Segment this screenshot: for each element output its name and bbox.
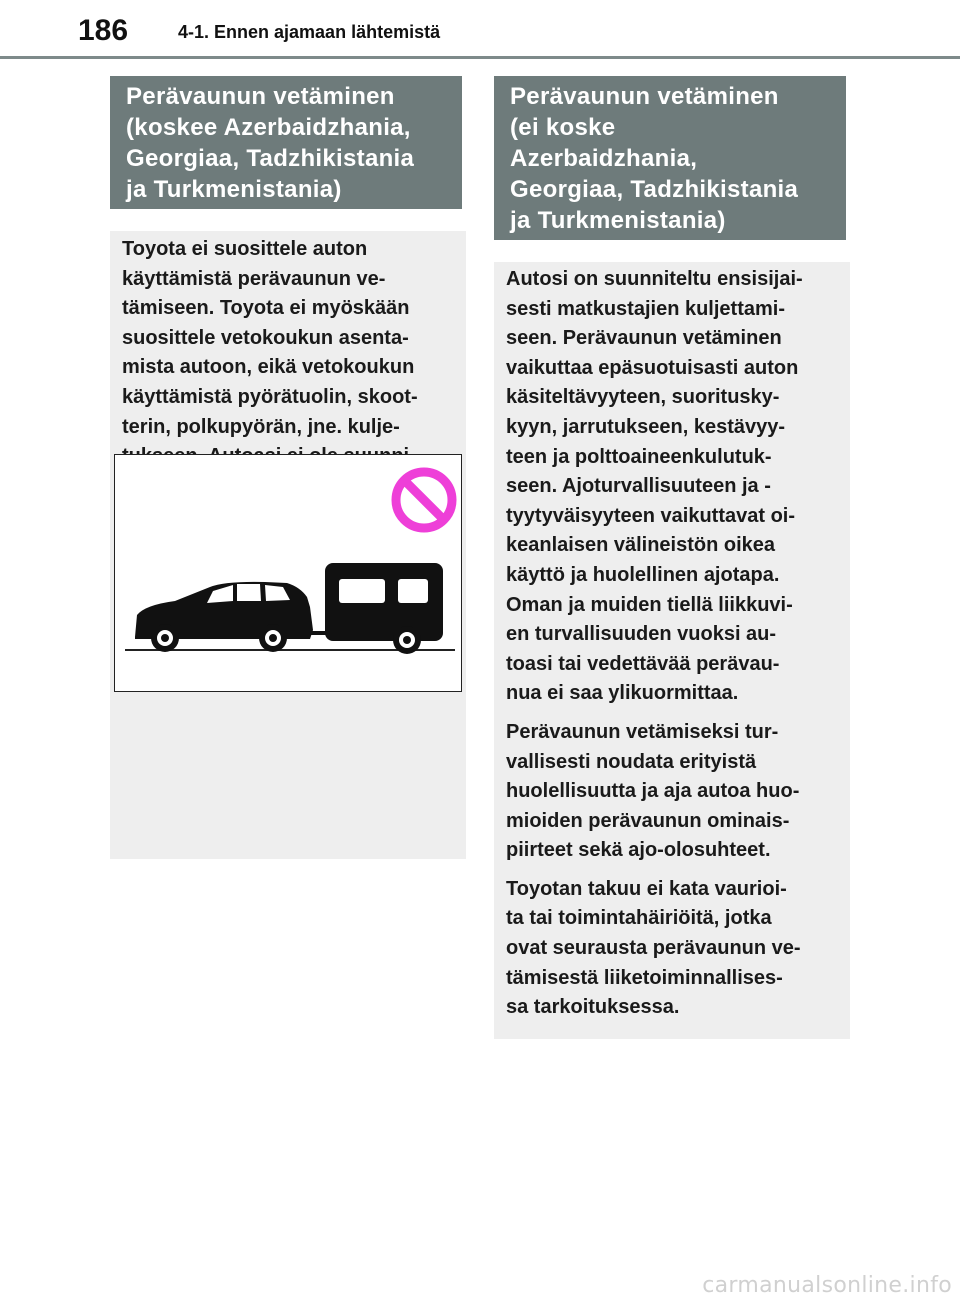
body-line: Toyota ei suosittele auton: [122, 238, 368, 260]
body-line: huolellisuutta ja aja autoa huo-: [506, 780, 800, 803]
trailer-icon: [325, 563, 443, 654]
left-text-box: [110, 231, 466, 859]
body-line: kyyn, jarrutukseen, kestävyy-: [506, 415, 786, 438]
towing-illustration: [114, 454, 462, 692]
right-title-box: [494, 76, 846, 240]
left-title-line: Georgiaa, Tadzhikistania: [126, 145, 415, 172]
right-title-line: Perävaunun vetäminen: [510, 83, 779, 110]
left-title-line: (koskee Azerbaidzhania,: [126, 114, 411, 141]
body-line: Autosi on suunniteltu ensisijai-: [506, 268, 803, 290]
paragraph: [506, 875, 838, 1023]
paragraph: [506, 265, 838, 709]
right-text-box: [494, 262, 850, 1039]
body-line: teen ja polttoaineenkulutuk-: [506, 445, 772, 468]
body-line: käyttämistä perävaunun ve-: [122, 267, 386, 290]
right-title-line: Georgiaa, Tadzhikistania: [510, 176, 799, 203]
left-column: [110, 76, 466, 859]
left-title-line: Perävaunun vetäminen: [126, 83, 395, 110]
section-title: 4-1. Ennen ajamaan lähtemistä: [178, 22, 441, 42]
body-line: terin, polkupyörän, jne. kulje-: [122, 415, 400, 438]
body-line: seen. Ajoturvallisuuteen ja -: [506, 475, 771, 498]
right-title-line: Azerbaidzhania,: [510, 145, 698, 172]
body-line: vaikuttaa epäsuotuisasti auton: [506, 356, 799, 379]
paragraph: [506, 718, 838, 866]
body-line: keanlaisen välineistön oikea: [506, 534, 776, 557]
body-line: piirteet sekä ajo-olosuhteet.: [506, 839, 771, 862]
right-title-line: ja Turkmenistania): [510, 207, 726, 234]
body-line: en turvallisuuden vuoksi au-: [506, 623, 777, 646]
prohibited-icon: [396, 472, 452, 528]
body-line: vallisesti noudata erityistä: [506, 750, 757, 773]
body-line: suosittele vetokoukun asenta-: [122, 326, 409, 349]
body-line: tämisestä liiketoiminnallises-: [506, 966, 783, 989]
body-line: Toyotan takuu ei kata vaurioi-: [506, 877, 787, 900]
body-line: ovat seurausta perävaunun ve-: [506, 937, 801, 960]
car-icon: [135, 582, 327, 652]
body-line: sa tarkoituksessa.: [506, 996, 680, 1019]
left-title-line: ja Turkmenistania): [126, 176, 342, 203]
body-line: mioiden perävaunun ominais-: [506, 809, 790, 832]
page-number: 186: [78, 14, 129, 47]
body-line: käsiteltävyyteen, suoritusky-: [506, 386, 780, 409]
body-line: tyytyväisyyteen vaikuttavat oi-: [506, 504, 796, 527]
body-line: nua ei saa ylikuormittaa.: [506, 682, 739, 705]
body-line: Oman ja muiden tiellä liikkuvi-: [506, 593, 793, 616]
body-line: käyttämistä pyörätuolin, skoot-: [122, 385, 418, 408]
body-line: mista autoon, eikä vetokoukun: [122, 356, 415, 379]
body-line: ta tai toimintahäiriöitä, jotka: [506, 907, 772, 930]
body-line: sesti matkustajien kuljettami-: [506, 297, 785, 320]
body-line: Perävaunun vetämiseksi tur-: [506, 720, 779, 743]
body-line: toasi tai vedettävää perävau-: [506, 652, 780, 675]
left-title-box: [110, 76, 462, 209]
footer-watermark: carmanualsonline.info: [702, 1273, 952, 1298]
right-column: [494, 76, 850, 1039]
body-line: tämiseen. Toyota ei myöskään: [122, 297, 410, 320]
page-header: [0, 0, 960, 62]
right-title-line: (ei koske: [510, 114, 616, 141]
header-divider: [0, 56, 960, 59]
body-line: seen. Perävaunun vetäminen: [506, 327, 782, 350]
body-line: käyttö ja huolellinen ajotapa.: [506, 563, 780, 586]
